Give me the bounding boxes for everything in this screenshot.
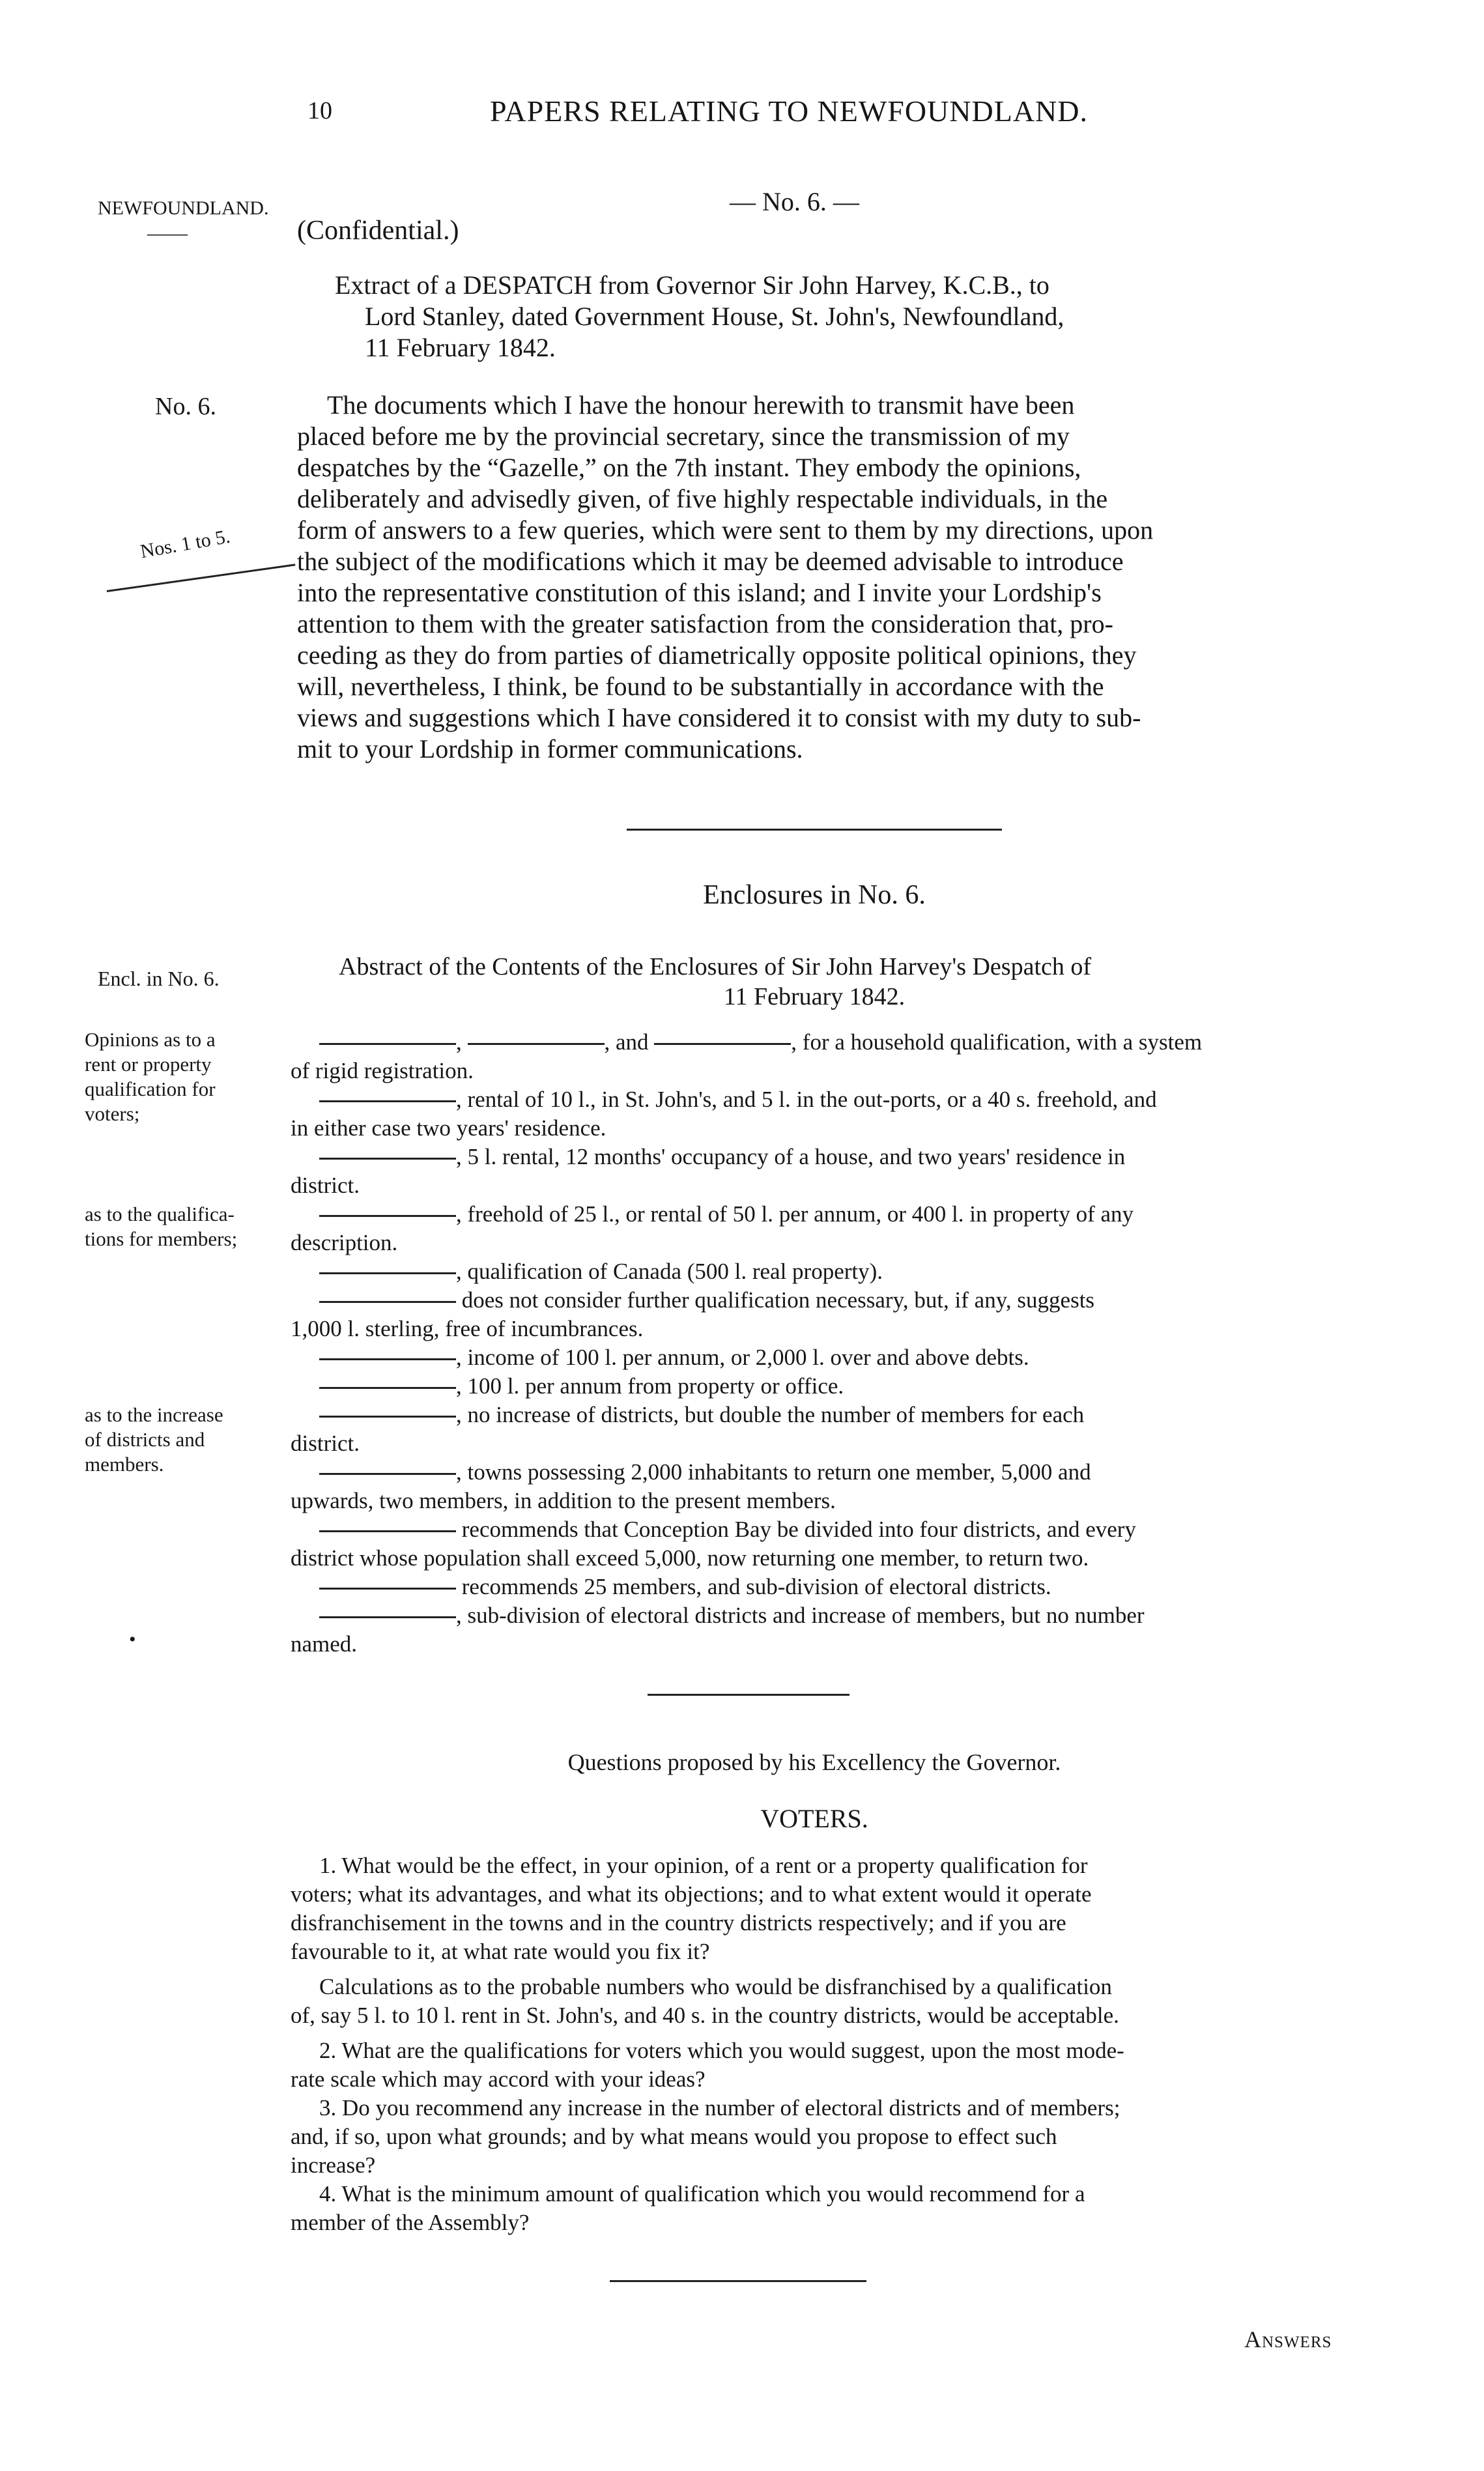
question-1-line-1: 1. What would be the effect, in your opinion, of a rent or a property qualification for [319,1853,1088,1878]
margin-increase-2: of districts and [85,1428,205,1451]
enclosure-line-20: recommends 25 members, and sub-division of electoral districts. [319,1573,1362,1601]
margin-opinions-3: qualification for [85,1078,216,1100]
calculations-line-1: Calculations as to the probable numbers who would be disfranchised by a qualification [319,1974,1112,1999]
enclosure-line-22: named. [291,1631,358,1657]
question-1-line-3: disfranchisement in the towns and in the country districts respectively; and if you are [291,1910,1066,1935]
enclosure-line-16: , towns possessing 2,000 inhabitants to return one member, 5,000 and [319,1458,1362,1487]
despatch-body-line-4: deliberately and advisedly given, of five highly respectable individuals, in the [297,484,1108,513]
despatch-body-line-3: despatches by the “Gazelle,” on the 7th instant. They embody the opinions, [297,453,1081,482]
enclosure-line-19: district whose population shall exceed 5,000, now returning one member, to return two. [291,1545,1089,1571]
despatch-body-line-11: views and suggestions which I have considered it to consist with my duty to sub- [297,703,1141,732]
abstract-line-2: 11 February 1842. [723,983,906,1010]
enclosure-line-9: , qualification of Canada (500 l. real property). [319,1257,1362,1286]
despatch-body-line-5: form of answers to a few queries, which were sent to them by my directions, upon [297,515,1154,545]
extract-heading-line-1: Extract of a DESPATCH from Governor Sir John Harvey, K.C.B., to [335,270,1049,300]
question-2-line-2: rate scale which may accord with your ideas? [291,2066,706,2092]
despatch-number: — No. 6. — [730,187,859,216]
margin-dot: • [129,1629,136,1650]
questions-divider [610,2280,866,2282]
question-3-line-2: and, if so, upon what grounds; and by what means would you propose to effect such [291,2124,1057,2149]
enclosure-line-17: upwards, two members, in addition to the present members. [291,1488,836,1513]
margin-nos-reference: Nos. 1 to 5. [138,525,232,563]
enclosure-line-14: , no increase of districts, but double the number of members for each [319,1401,1362,1429]
despatch-body-line-7: into the representative constitution of this island; and I invite your Lordship's [297,578,1102,607]
running-title: PAPERS RELATING TO NEWFOUNDLAND. [490,94,1088,128]
enclosure-line-12: , income of 100 l. per annum, or 2,000 l. over and above debts. [319,1343,1362,1372]
blank-name-2 [468,1043,605,1045]
enclosures-heading: Enclosures in No. 6. [703,880,926,910]
despatch-body-line-6: the subject of the modifications which it may be deemed advisable to introduce [297,547,1124,576]
blank-name-3 [654,1043,791,1045]
enclosure-line-5: , 5 l. rental, 12 months' occupancy of a house, and two years' residence in [319,1143,1362,1171]
catchword: Answers [1244,2326,1332,2352]
question-3-line-3: increase? [291,2152,376,2178]
margin-pointer-line [107,564,296,592]
margin-opinions-1: Opinions as to a [85,1028,216,1051]
enclosure-divider [648,1694,849,1696]
margin-dash: —— [147,221,188,244]
margin-members-1: as to the qualifica- [85,1203,235,1225]
margin-no6: No. 6. [155,393,216,420]
question-4-line-1: 4. What is the minimum amount of qualification which you would recommend for a [319,2181,1085,2207]
despatch-body-line-10: will, nevertheless, I think, be found to be substantially in accordance with the [297,672,1104,701]
margin-increase-1: as to the increase [85,1403,223,1426]
margin-increase-3: members. [85,1453,164,1476]
question-3-line-1: 3. Do you recommend any increase in the number of electoral districts and of members; [319,2095,1120,2121]
margin-opinions-4: voters; [85,1102,140,1125]
margin-enclosure: Encl. in No. 6. [98,967,220,990]
enclosure-line-10: does not consider further qualification necessary, but, if any, suggests [319,1286,1362,1315]
despatch-body-line-8: attention to them with the greater satisfaction from the consideration that, pro- [297,609,1113,638]
extract-heading-line-2: Lord Stanley, dated Government House, St. John's, Newfoundland, [365,302,1064,331]
despatch-body-line-2: placed before me by the provincial secretary, since the transmission of my [297,421,1070,451]
enclosure-line-2: of rigid registration. [291,1058,474,1083]
page-number: 10 [307,97,332,124]
blank-name-1 [319,1043,456,1045]
enclosure-line-4: in either case two years' residence. [291,1115,606,1141]
enclosure-line-11: 1,000 l. sterling, free of incumbrances. [291,1316,644,1341]
voters-heading: VOTERS. [760,1804,868,1833]
despatch-body-line-12: mit to your Lordship in former communications. [297,734,803,764]
despatch-body-line-9: ceeding as they do from parties of diametrically opposite political opinions, they [297,640,1137,670]
margin-colony: NEWFOUNDLAND. [98,197,269,219]
question-1-line-4: favourable to it, at what rate would you fix it? [291,1939,710,1964]
margin-opinions-2: rent or property [85,1053,212,1076]
question-1-line-2: voters; what its advantages, and what its objections; and to what extent would it operate [291,1881,1092,1907]
margin-members-2: tions for members; [85,1227,238,1250]
question-4-line-2: member of the Assembly? [291,2210,530,2235]
calculations-line-2: of, say 5 l. to 10 l. rent in St. John's, and 40 s. in the country districts, would be acceptable. [291,2003,1119,2028]
confidential-label: (Confidential.) [297,216,459,246]
enclosure-line-1: , , and , for a household qualification, with a system [319,1028,1362,1057]
questions-heading: Questions proposed by his Excellency the Governor. [567,1749,1061,1775]
extract-heading-line-3: 11 February 1842. [365,333,556,362]
section-divider [627,829,1002,831]
enclosure-line-13: , 100 l. per annum from property or office. [319,1372,1362,1401]
enclosure-line-8: description. [291,1230,398,1255]
enclosure-line-6: district. [291,1173,360,1198]
abstract-line-1: Abstract of the Contents of the Enclosures of Sir John Harvey's Despatch of [339,953,1092,980]
question-2-line-1: 2. What are the qualifications for voters which you would suggest, upon the most mode- [319,2038,1124,2063]
enclosure-line-7: , freehold of 25 l., or rental of 50 l. per annum, or 400 l. in property of any [319,1200,1362,1229]
enclosure-line-3: , rental of 10 l., in St. John's, and 5 l. in the out-ports, or a 40 s. freehold, and [319,1085,1362,1114]
enclosure-line-21: , sub-division of electoral districts and increase of members, but no number [319,1601,1362,1630]
despatch-body-line-1: The documents which I have the honour herewith to transmit have been [327,390,1075,420]
enclosure-line-15: district. [291,1431,360,1456]
enclosure-line-18: recommends that Conception Bay be divided into four districts, and every [319,1515,1362,1544]
